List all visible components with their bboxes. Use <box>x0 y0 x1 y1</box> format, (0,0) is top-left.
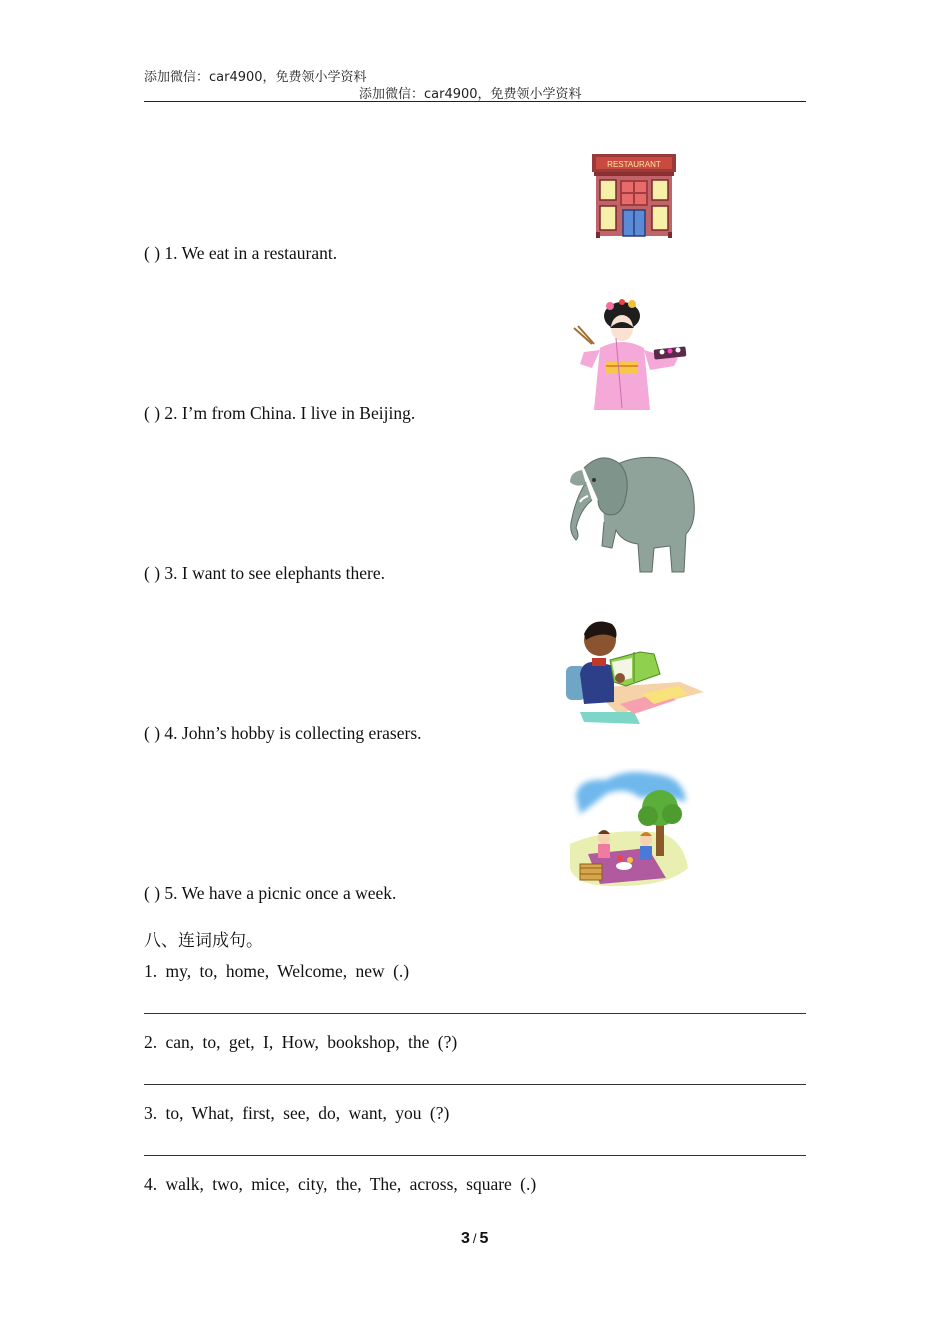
restaurant-picture <box>590 150 678 238</box>
match-sentence: 3. I want to see elephants there. <box>164 563 386 583</box>
answer-bracket[interactable]: ( ) <box>144 403 161 423</box>
section-title: 八、连词成句。 <box>144 931 263 951</box>
header-watermark-1: 添加微信：car4900，免费领小学资料 <box>144 70 367 85</box>
answer-bracket[interactable]: ( ) <box>144 883 161 903</box>
page-current: 3 <box>461 1230 470 1247</box>
question-1: 1. my, to, home, Welcome, new (.) <box>144 961 410 981</box>
header-rule <box>144 101 806 102</box>
answer-line-1[interactable] <box>144 1013 806 1014</box>
elephant-picture <box>562 448 698 576</box>
picnic-picture <box>566 768 692 892</box>
match-sentence: 4. John’s hobby is collecting erasers. <box>164 723 422 743</box>
restaurant-sign-text: RESTAURANT <box>607 160 661 169</box>
answer-bracket[interactable]: ( ) <box>144 723 161 743</box>
page-total: 5 <box>479 1230 489 1247</box>
kimono-woman-picture <box>570 298 690 414</box>
question-4: 4. walk, two, mice, city, the, The, across, square (.) <box>144 1174 537 1194</box>
answer-bracket[interactable]: ( ) <box>144 243 161 263</box>
header-watermark-2: 添加微信：car4900，免费领小学资料 <box>359 87 582 102</box>
page-number <box>461 1230 488 1248</box>
match-sentence: 2. I’m from China. I live in Beijing. <box>164 403 416 423</box>
answer-line-2[interactable] <box>144 1084 806 1085</box>
match-item-2 <box>144 403 415 424</box>
boy-reading-picture <box>562 616 706 728</box>
answer-line-3[interactable] <box>144 1155 806 1156</box>
match-sentence: 1. We eat in a restaurant. <box>164 243 338 263</box>
match-item-4 <box>144 723 422 744</box>
match-item-3 <box>144 563 385 584</box>
match-sentence: 5. We have a picnic once a week. <box>164 883 397 903</box>
match-item-1 <box>144 243 337 264</box>
page-separator: / <box>472 1231 477 1246</box>
answer-bracket[interactable]: ( ) <box>144 563 161 583</box>
question-2: 2. can, to, get, I, How, bookshop, the (?) <box>144 1032 458 1052</box>
question-3: 3. to, What, first, see, do, want, you (?) <box>144 1103 450 1123</box>
match-item-5 <box>144 883 396 904</box>
